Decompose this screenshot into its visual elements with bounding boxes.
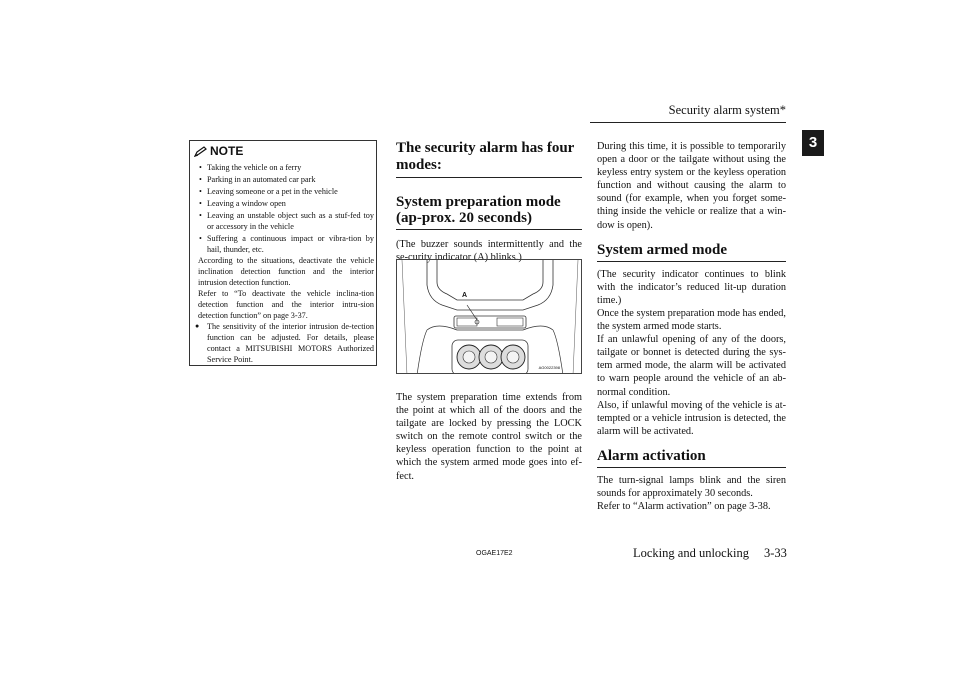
body-paragraph: (The buzzer sounds intermittently and the se-curity indicator (A) blinks.) [396,239,582,264]
footer-section-title: Locking and unlocking [633,546,749,560]
column-right [597,140,786,513]
note-paragraph: ● The sensitivity of the interior intrusion de-tection function can be adjusted. For details, please contact a MITSUBISHI MOTORS Authorized Service Point. [198,321,374,365]
note-paragraph: According to the situations, deactivate the vehicle inclination detection function and the interior intrusion detection function. [198,256,374,287]
note-bullet: • Parking in an automated car park [198,174,374,185]
note-bullet-list [198,162,374,255]
note-pencil-icon [194,146,207,157]
note-bullet: • Suffering a continuous impact or vibra-tion by hail, thunder, etc. [198,233,374,255]
body-paragraph: The turn-signal lamps blink and the siren sounds for approximately 30 seconds. [597,474,786,499]
body-paragraph: Also, if unlawful moving of the vehicle is at-tempted or a vehicle intrusion is detected, the alarm will be activated. [597,399,786,437]
header-rule [590,122,786,123]
note-bullet: • Leaving an unstable object such as a stuf-fed toy or accessory in the vehicle [198,210,374,232]
figure-callout-label: A [462,292,468,299]
figure-dashboard [396,259,582,374]
note-bullet: • Taking the vehicle on a ferry [198,162,374,173]
subsection-heading: System preparation mode (ap-prox. 20 seconds) [396,194,561,226]
body-paragraph: If an unlawful opening of any of the doors, tailgate or bonnet is detected during the sys-tem armed mode, the alarm will be activated to warn people around the vehicle of an ab-normal condition. [597,334,786,398]
body-paragraph: Once the system preparation mode has ended, the system armed mode starts. [597,307,786,333]
running-header: Security alarm system* [668,103,786,117]
note-label: NOTE [210,144,244,158]
subsection-heading: System armed mode [597,241,727,258]
note-box [189,140,377,366]
heading-rule [396,229,582,230]
body-paragraph: Refer to “Alarm activation” on page 3-38. [597,501,771,513]
note-header [194,144,243,158]
heading-rule [396,177,582,178]
figure-code: AG0022398 [538,365,560,370]
body-paragraph: (The security indicator continues to blink with the indicator’s reduced lit-up duration time.) [597,268,786,306]
note-bullet: • Leaving someone or a pet in the vehicle [198,186,374,197]
body-paragraph: During this time, it is possible to temporarily open a door or the tailgate without using the keyless entry system or the keyless operation function and without causing the alarm to sound (for example, when you forget some-thing inside the vehicle or realize that a win-dow is open). [597,141,786,231]
section-heading: The security alarm has four modes: [396,140,575,173]
note-body [198,161,374,365]
note-bullet: • Leaving a window open [198,198,374,209]
dashboard-illustration [397,260,582,374]
subsection-heading: Alarm activation [597,447,706,464]
chapter-tab: 3 [802,130,824,156]
footer-page-number: 3-33 [764,546,787,560]
heading-rule [597,467,786,468]
note-paragraph: Refer to “To deactivate the vehicle inclina-tion detection function and the interior intru-sion detection function” on page 3-37. [198,289,374,320]
body-paragraph: The system preparation time extends from the point at which all of the doors and the tailgate are locked by pressing the LOCK switch on the remote control switch or the keyless operation function to the point at which the system armed mode goes into ef-fect. [396,392,582,482]
column-middle [396,140,582,264]
heading-rule [597,261,786,262]
footer-code: OGAE17E2 [476,550,513,557]
